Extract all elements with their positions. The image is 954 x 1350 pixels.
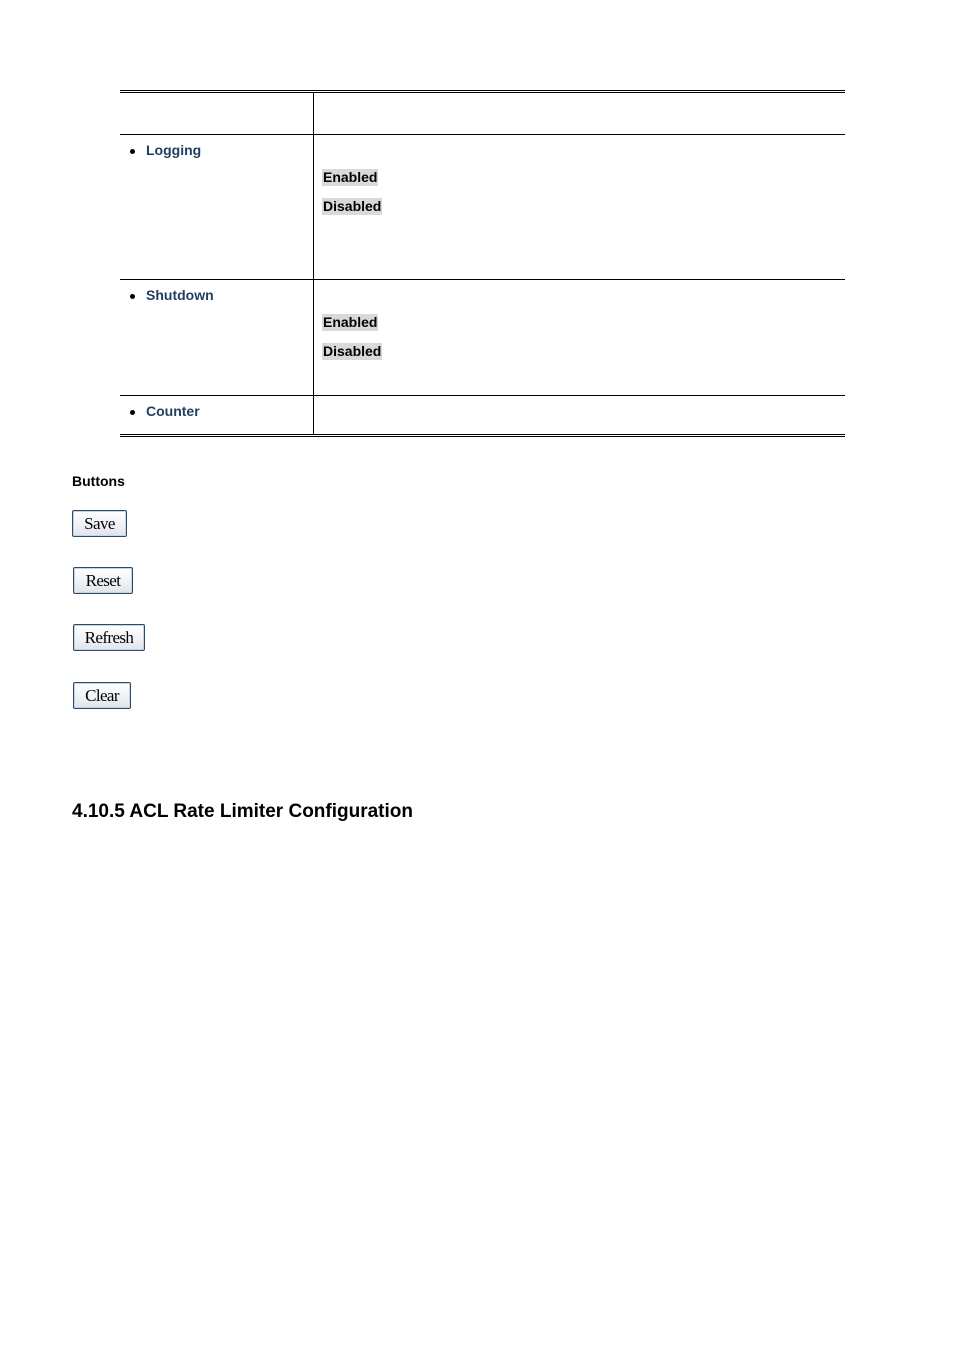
section-heading: 4.10.5 ACL Rate Limiter Configuration — [72, 801, 413, 822]
refresh-button[interactable]: Refresh — [73, 624, 145, 651]
clear-button[interactable]: Clear — [73, 682, 131, 709]
param-name-counter: Counter — [120, 403, 313, 419]
table-row — [120, 280, 845, 396]
option-enabled: Enabled — [323, 169, 378, 185]
save-button[interactable]: Save — [72, 510, 127, 537]
option-disabled: Disabled — [323, 343, 382, 359]
table-row — [120, 135, 845, 280]
buttons-section-label: Buttons — [72, 473, 125, 489]
reset-button[interactable]: Reset — [73, 567, 133, 594]
option-enabled: Enabled — [323, 314, 378, 330]
table-row — [120, 396, 845, 436]
param-name-logging: Logging — [120, 142, 313, 158]
parameter-table — [120, 90, 845, 437]
table-header-row — [120, 92, 845, 135]
option-disabled: Disabled — [323, 198, 382, 214]
param-name-shutdown: Shutdown — [120, 287, 313, 303]
